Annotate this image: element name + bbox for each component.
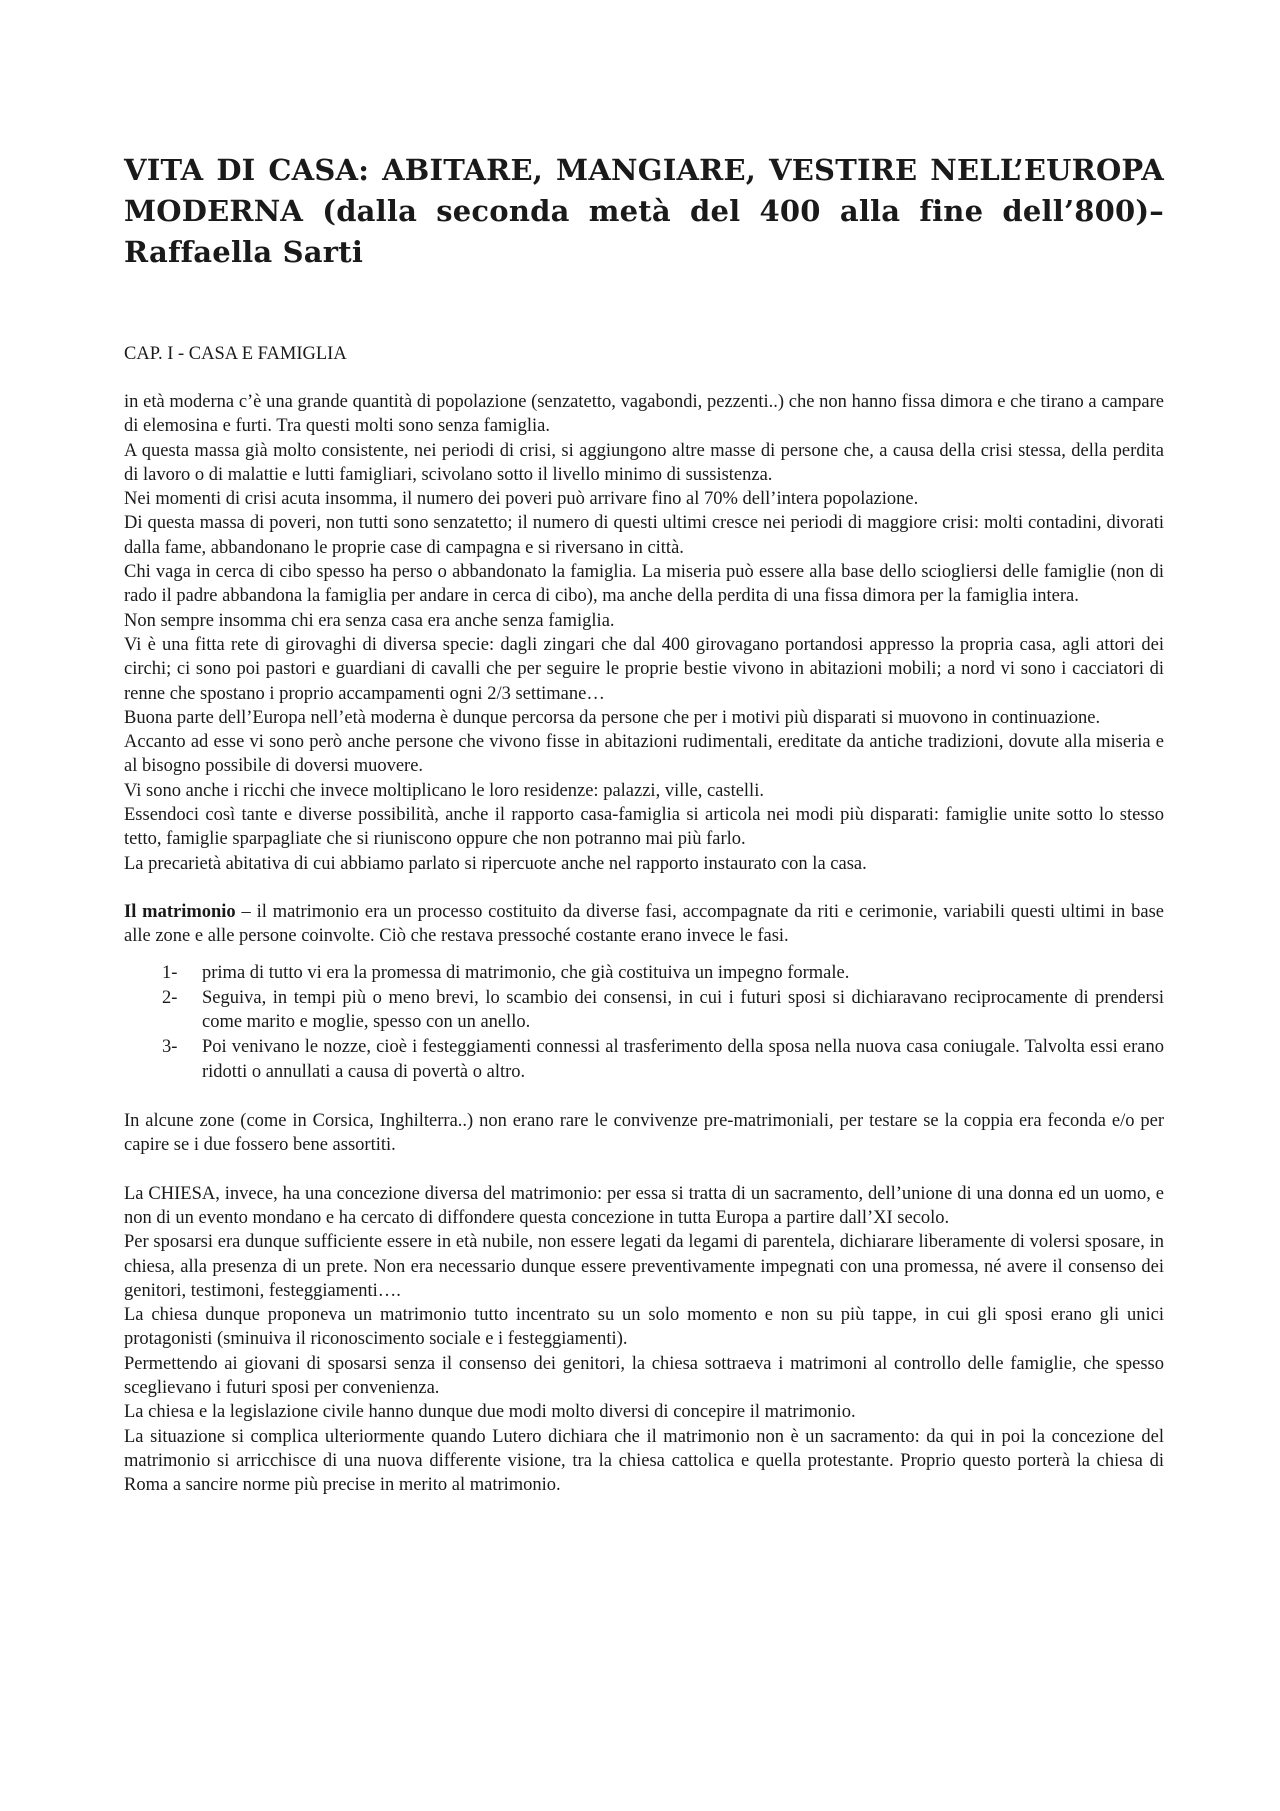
paragraph: La CHIESA, invece, ha una concezione diversa del matrimonio: per essa si tratta di un sacramento, dell’unione di una donna ed un uomo, e non di un evento mondano e ha cercato di diffondere questa concezione in tutta Europa a partire dall’XI secolo. [124, 1183, 1164, 1228]
matrimonio-intro [124, 900, 1164, 949]
paragraph: Non sempre insomma chi era senza casa era anche senza famiglia. [124, 610, 615, 631]
paragraph: Essendoci così tante e diverse possibilità, anche il rapporto casa-famiglia si articola nei modi più disparati: famiglie unite sotto lo stesso tetto, famiglie sparpagliate che si riuniscono oppure che non potranno mai più farlo. [124, 805, 1164, 850]
list-item-number: 2- [162, 987, 178, 1008]
section-casa-famiglia [124, 390, 1164, 876]
paragraph: Chi vaga in cerca di cibo spesso ha perso o abbandonato la famiglia. La miseria può essere alla base dello sciogliersi delle famiglie (non di rado il padre abbandona la famiglia per andare in cerca di cibo), ma anche della perdita di una fissa dimora per la famiglia intera. [124, 562, 1164, 607]
list-item-number: 1- [162, 962, 178, 983]
list-item [124, 1035, 1164, 1084]
document-page [124, 150, 1164, 1497]
paragraph: La chiesa e la legislazione civile hanno dunque due modi molto diversi di concepire il matrimonio. [124, 1402, 856, 1423]
matrimonio-lead: Il matrimonio [124, 901, 236, 922]
list-item-text: Poi venivano le nozze, cioè i festeggiamenti connessi al trasferimento della sposa nella nuova casa coniugale. Talvolta essi erano ridotti o annullati a causa di povertà o altro. [202, 1037, 1164, 1082]
paragraph: in età moderna c’è una grande quantità di popolazione (senzatetto, vagabondi, pezzenti..) che non hanno fissa dimora e che tirano a campare di elemosina e furti. Tra questi molti sono senza famiglia. [124, 392, 1164, 437]
paragraph: Per sposarsi era dunque sufficiente essere in età nubile, non essere legati da legami di parentela, dichiarare liberamente di volersi sposare, in chiesa, alla presenza di un prete. Non era necessario dunque essere preventivamente impegnati con una promessa, né avere il consenso dei genitori, testimoni, festeggiamenti…. [124, 1232, 1164, 1301]
section-matrimonio [124, 900, 1164, 1158]
paragraph: Nei momenti di crisi acuta insomma, il numero dei poveri può arrivare fino al 70% dell’intera popolazione. [124, 489, 919, 510]
document-title: VITA DI CASA: ABITARE, MANGIARE, VESTIRE NELL’EUROPA MODERNA (dalla seconda metà del 400 alla fine dell’800)– Raffaella Sarti [124, 153, 1164, 269]
paragraph: Vi sono anche i ricchi che invece moltiplicano le loro residenze: palazzi, ville, castelli. [124, 780, 764, 801]
paragraph: La precarietà abitativa di cui abbiamo parlato si ripercuote anche nel rapporto instaurato con la casa. [124, 853, 867, 874]
section-chiesa [124, 1182, 1164, 1498]
paragraph: Buona parte dell’Europa nell’età moderna è dunque percorsa da persone che per i motivi più disparati si muovono in continuazione. [124, 707, 1101, 728]
list-item-number: 3- [162, 1037, 178, 1058]
paragraph: In alcune zone (come in Corsica, Inghilterra..) non erano rare le convivenze pre-matrimoniali, per testare se la coppia era feconda e/o per capire se i due fossero bene assortiti. [124, 1111, 1164, 1156]
paragraph: A questa massa già molto consistente, nei periodi di crisi, si aggiungono altre masse di persone che, a causa della crisi stessa, della perdita di lavoro o di malattie e lutti famigliari, scivolano sotto il livello minimo di sussistenza. [124, 440, 1164, 485]
list-item-text: Seguiva, in tempi più o meno brevi, lo scambio dei consensi, in cui i futuri sposi si dichiaravano reciprocamente di prendersi come marito e moglie, spesso con un anello. [202, 987, 1164, 1033]
paragraph: Di questa massa di poveri, non tutti sono senzatetto; il numero di questi ultimi cresce nei periodi di maggiore crisi: molti contadini, divorati dalla fame, abbandonano le proprie case di campagna e si riversano in città. [124, 513, 1164, 558]
paragraph: Permettendo ai giovani di sposarsi senza il consenso dei genitori, la chiesa sottraeva i matrimoni al controllo delle famiglie, che spesso sceglievano i futuri sposi per convenienza. [124, 1353, 1164, 1398]
paragraph: La situazione si complica ulteriormente quando Lutero dichiara che il matrimonio non è un sacramento: da qui in poi la concezione del matrimonio si arricchisce di una nuova differente visione, tra la chiesa cattolica e quella protestante. Proprio questo porterà la chiesa di Roma a sancire norme più precise in merito al matrimonio. [124, 1426, 1164, 1496]
list-item-text: prima di tutto vi era la promessa di matrimonio, che già costituiva un impegno formale. [202, 962, 850, 983]
paragraph: Accanto ad esse vi sono però anche persone che vivono fisse in abitazioni rudimentali, ereditate da antiche tradizioni, dovute alla miseria e al bisogno possibile di doversi muovere. [124, 732, 1164, 777]
paragraph: Vi è una fitta rete di girovaghi di diversa specie: dagli zingari che dal 400 girovagano portandosi appresso la propria casa, agli attori dei circhi; ci sono poi pastori e guardiani di cavalli che per seguire le proprie bestie vivono in abitazioni mobili; a nord vi sono i cacciatori di renne che spostano i proprio accampamenti ogni 2/3 settimane… [124, 634, 1164, 704]
phases-list [124, 961, 1164, 1084]
chapter-heading: CAP. I - CASA E FAMIGLIA [124, 344, 347, 364]
matrimonio-text: – il matrimonio era un processo costituito da diverse fasi, accompagnate da riti e cerimonie, variabili questi ultimi in base alle zone e alle persone coinvolte. Ciò che restava pressoché costante erano invece le fasi. [124, 901, 1164, 947]
list-item [124, 961, 1164, 985]
paragraph: La chiesa dunque proponeva un matrimonio tutto incentrato su un solo momento e non su più tappe, in cui gli sposi erano gli unici protagonisti (sminuiva il riconoscimento sociale e i festeggiamenti). [124, 1305, 1164, 1350]
list-item [124, 986, 1164, 1035]
